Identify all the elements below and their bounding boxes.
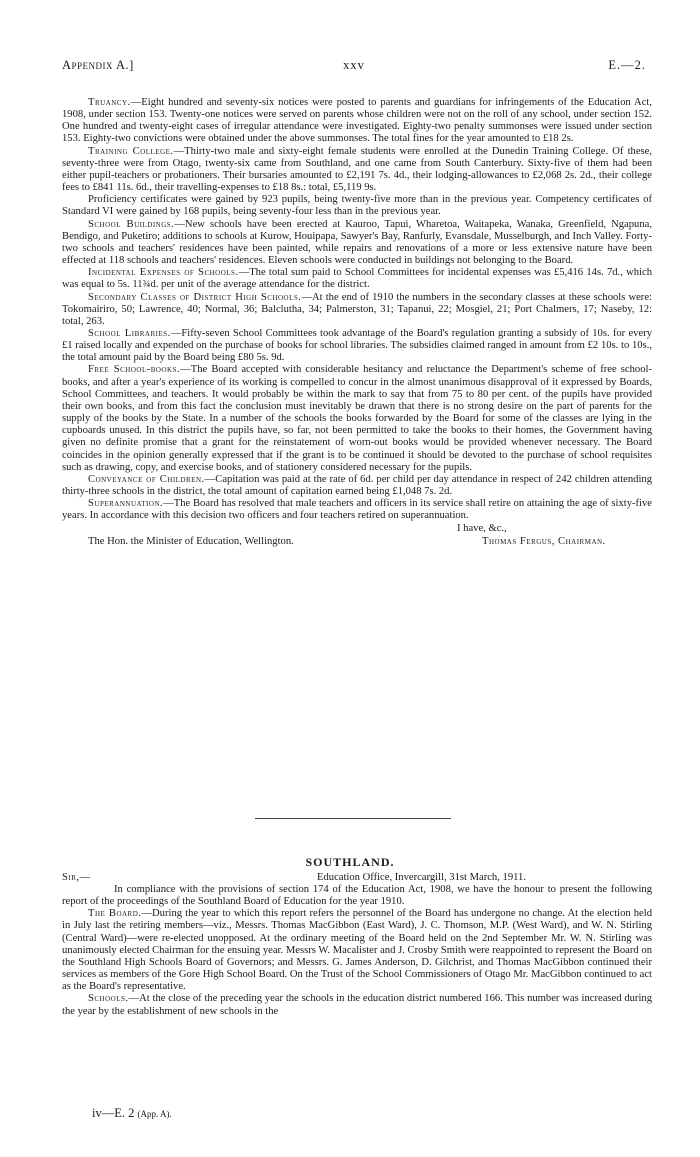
heading-training-college: Training College. (88, 145, 174, 157)
place-date: Education Office, Invercargill, 31st March, 1911. (317, 872, 526, 883)
heading-truancy: Truancy. (88, 97, 131, 108)
closing-line: I have, &c., (457, 523, 507, 535)
heading-schools: Schools. (88, 993, 129, 1005)
southland-report-body (62, 872, 652, 1018)
heading-school-libraries: School Libraries. (88, 327, 171, 339)
paragraph-incidental-expenses: Incidental Expenses of Schools.—The total sum paid to School Committees for incidental expenses was £5,416 14s. 7d., which was equal to 5s. 11¾d. per unit of the average attendance for the district. (62, 267, 653, 291)
heading-free-school-books: Free School-books. (88, 364, 181, 376)
heading-conveyance: Conveyance of Children. (88, 473, 205, 485)
header-appendix: Appendix A.] (62, 58, 134, 72)
heading-superannuation: Superannuation. (88, 498, 164, 510)
paragraph-truancy: Truancy.—Eight hundred and seventy-six notices were posted to parents and guardians for infringements of the Education Act, 1908, under section 153. Twenty-one notices were served on parents whose children were not on the roll of any school, under section 152. One hundred and twenty-eight cases of irregular attendance were investigated. Eighty-two penalty summonses were issued under section 153. Eighty-two convictions were obtained under the above summonses. The total fines for the year amounted to £18 2s. (62, 97, 652, 145)
paragraph-schools: Schools.—At the close of the preceding year the schools in the education district numbered 166. This number was increased during the year by the establishment of new schools in the (62, 993, 652, 1017)
paragraph-compliance: In compliance with the provisions of section 174 of the Education Act, 1908, we have the honour to present the following report of the proceedings of the Southland Board of Education for the year 1910. (62, 884, 652, 908)
heading-school-buildings: School Buildings. (88, 218, 175, 230)
otago-report-body (62, 97, 652, 549)
paragraph-school-libraries: School Libraries.—Fifty-seven School Committees took advantage of the Board's regulation granting a subsidy of 10s. for every £1 raised locally and expended on the purchase of books for school libraries. The subsidies claimed ranged in amount from £2 10s. to 10s., the total amount paid by the Board being £80 5s. 9d. (62, 327, 652, 364)
heading-the-board: The Board. (88, 908, 142, 920)
footer-appendix-mark: (App. A). (137, 1109, 172, 1119)
page-footer (92, 1106, 172, 1121)
salutation-line (62, 872, 652, 884)
salutation: Sir,— (62, 872, 91, 883)
paragraph-free-school-books: Free School-books.—The Board accepted with considerable hesitancy and reluctance the Department's scheme of free school-books, and after a year's experience of its working is compelled to concur in the almost unanimous disapproval of it expressed by Boards, School Committees, and teachers. It would probably be within the mark to say that from 75 to 80 per cent. of the pupils have provided their own books, and from this fact the conclusion must inevitably be drawn that there is no strong desire on the part of parents for the supply of the books by the State. In a number of the schools the books forwarded by the Board for some of the classes are lying in the cupboards unused. In this district the pupils have, so far, not been permitted to take the books to their homes, the Government having given no definite promise that a grant for the reinstatement of worn-out books would be provided whenever necessary. The Board coincides in the opinion generally expressed that if the grant is to be continued it should be devoted to the purchase of school requisites such as drawing, copy, and exercise books, and of stationery considered necessary for the pupils. (62, 364, 652, 473)
addressee-line: The Hon. the Minister of Education, Wellington. (88, 536, 294, 548)
paragraph-conveyance: Conveyance of Children.—Capitation was paid at the rate of 6d. per child per day attendance in respect of 242 children attending thirty-three schools in the district, the total amount of capitation earned being £1,048 7s. 2d. (62, 473, 652, 497)
section-divider (255, 818, 451, 819)
header-page-number: xxv (343, 58, 365, 72)
paragraph-training-college: Training College.—Thirty-two male and sixty-eight female students were enrolled at the Dunedin Training College. Of these, seventy-three were from Otago, twenty-six came from Southland, and one came from South Canterbury. Sixty-five of them had been either pupil-teachers or probationers. Their bursaries amounted to £2,191 7s. 4d., their lodging-allowances to £2,068 2s. 2d., their college fees to £841 11s. 6d., their travelling-expenses to £18 8s.: total, £5,119 9s. (62, 145, 652, 194)
paragraph-school-buildings: School Buildings.—New schools have been erected at Kauroo, Tapui, Wharetoa, Waitapeka, Wanaka, Greenfield, Ngapuna, Bendigo, and Puketiro; additions to schools at Kurow, Houipapa, Sawyer's Bay, Ranfurly, Evansdale, Musselburgh, and Inch Valley. Forty-two schools and teachers' residences have been painted, while repairs and renovations of a more or less extensive nature have been effected at 118 schools and teachers' residences. Eleven schools were conducted in buildings not belonging to the Board. (62, 218, 652, 267)
footer-signature-mark: iv—E. 2 (92, 1106, 135, 1120)
paragraph-superannuation: Superannuation.—The Board has resolved that male teachers and officers in its service shall retire on attaining the age of sixty-five years. In accordance with this decision two officers and four teachers retired on superannuation. (62, 498, 652, 522)
heading-secondary-classes: Secondary Classes of District High Schools. (88, 291, 302, 303)
heading-incidental-expenses: Incidental Expenses of Schools. (88, 267, 239, 279)
header-report-code: E.—2. (608, 58, 646, 72)
paragraph-secondary-classes: Secondary Classes of District High Schools.—At the end of 1910 the numbers in the secondary classes at these schools were: Tokomairiro, 50; Lawrence, 40; Normal, 36; Balclutha, 34; Palmerston, 31; Tapanui, 22; Mosgiel, 21; Port Chalmers, 17; Naseby, 12: total, 263. (62, 291, 652, 327)
page-header (62, 58, 646, 78)
southland-title: SOUTHLAND. (305, 855, 395, 869)
paragraph-proficiency: Proficiency certificates were gained by 923 pupils, being twenty-five more than in the previous year. Competency certificates of Standard VI were gained by 168 pupils, being seventy-four less than in the previous year. (62, 194, 652, 218)
signer-line: Thomas Fergus, Chairman. (482, 536, 606, 548)
paragraph-the-board: The Board.—During the year to which this report refers the personnel of the Board has undergone no change. At the election held in July last the retiring members—viz., Messrs. Thomas MacGibbon (East Ward), J. C. Thomson, M.P. (West Ward), and W. N. Stirling (Central Ward)—were re-elected unopposed. At the ordinary meeting of the Board held on the 2nd September Mr. W. N. Stirling was unanimously elected Chairman for the ensuing year. Messrs W. Macalister and J. Crosby Smith were reappointed to represent the Board on the Southland High Schools Board of Governors; and Messrs. G. James Anderson, D. Gilchrist, and Thomas MacGibbon continued their services as members of the Gore High School Board. On the Trust of the School Commissioners of Otago Mr. MacGibbon continued to act as the Board's representative. (62, 908, 652, 993)
signoff-block (62, 523, 652, 549)
